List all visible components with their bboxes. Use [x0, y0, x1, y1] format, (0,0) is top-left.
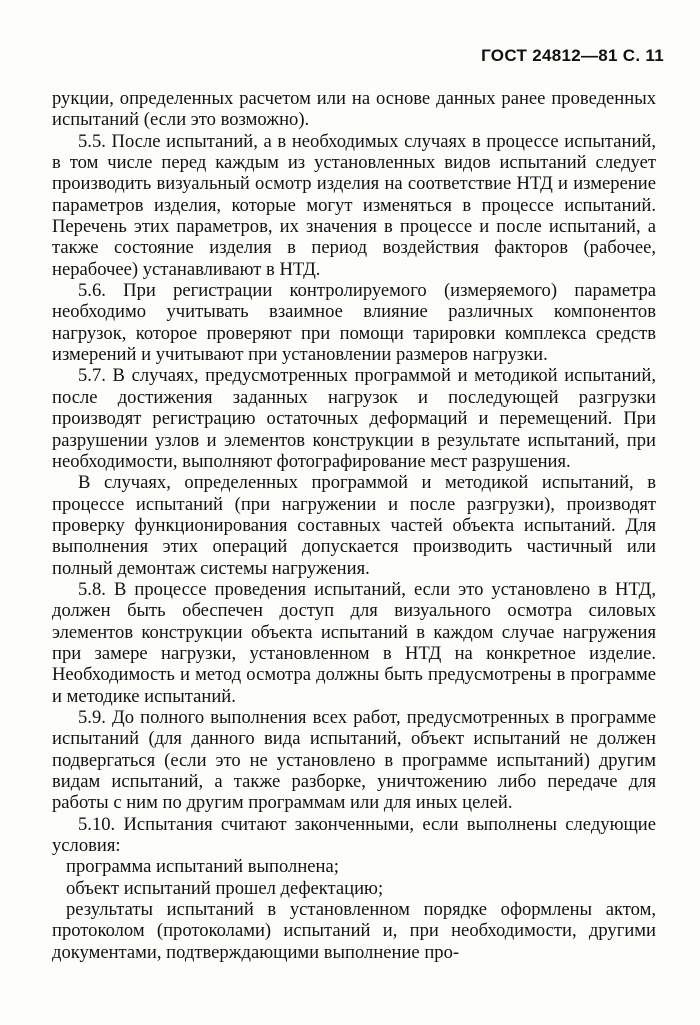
paragraph-5-8: 5.8. В процессе проведения испытаний, если это установлено в НТД, должен быть обеспечен доступ для визуального осмотра силовых элементов конструкции объекта испытаний в каждом случае нагружения при замере нагрузки, установленном в НТД на конкретное изделие. Необходимость и метод осмотра должны быть предусмотрены в программе и методике испытаний.	[52, 578, 656, 707]
paragraph-5-7-cont: В случаях, определенных программой и методикой испытаний, в процессе испытаний (при нагружении и после разгрузки), производят проверку функционирования составных частей объекта испытаний. Для выполнения этих операций допускается производить частичный или полный демонтаж системы нагружения.	[52, 472, 656, 579]
page-header-standard-number: ГОСТ 24812—81 С. 11	[481, 46, 664, 65]
condition-item: объект испытаний прошел дефектацию;	[66, 877, 384, 899]
paragraph-continuation: рукции, определенных расчетом или на основе данных ранее проведенных испытаний (если это возможно).	[52, 88, 656, 131]
paragraph-5-10: 5.10. Испытания считают законченными, если выполнены следующие условия:	[52, 813, 656, 857]
paragraph-5-6: 5.6. При регистрации контролируемого (измеряемого) параметра необходимо учитывать взаимное влияние различных компонентов нагрузок, которое проверяют при помощи тарировки комплекса средств измерений и учитывают при установлении размеров нагрузки.	[52, 280, 656, 366]
document-body	[52, 88, 656, 963]
condition-item: результаты испытаний в установленном порядке оформлены актом, протоколом (протоколами) испытаний и, при необходимости, другими документами, подтверждающими выполнение про-	[52, 899, 656, 963]
paragraph-5-7: 5.7. В случаях, предусмотренных программой и методикой испытаний, после достижения заданных нагрузок и последующей разгрузки производят регистрацию остаточных деформаций и перемещений. При разрушении узлов и элементов конструкции в результате испытаний, при необходимости, выполняют фотографирование мест разрушения.	[52, 365, 656, 472]
paragraph-5-5: 5.5. После испытаний, а в необходимых случаях в процессе испытаний, в том числе перед каждым из установленных видов испытаний следует производить визуальный осмотр изделия на соответствие НТД и измерение параметров изделия, которые могут изменяться в процессе испытаний. Перечень этих параметров, их значения в процессе и после испытаний, а также состояние изделия в период воздействия факторов (рабочее, нерабочее) устанавливают в НТД.	[52, 130, 656, 280]
paragraph-5-9: 5.9. До полного выполнения всех работ, предусмотренных в программе испытаний (для данного вида испытаний, объект испытаний не должен подвергаться (если это не установлено в программе испытаний) другим видам испытаний, а также разборке, уничтожению либо передаче для работы с ним по другим программам или для иных целей.	[52, 706, 656, 814]
condition-item: программа испытаний выполнена;	[66, 856, 339, 878]
